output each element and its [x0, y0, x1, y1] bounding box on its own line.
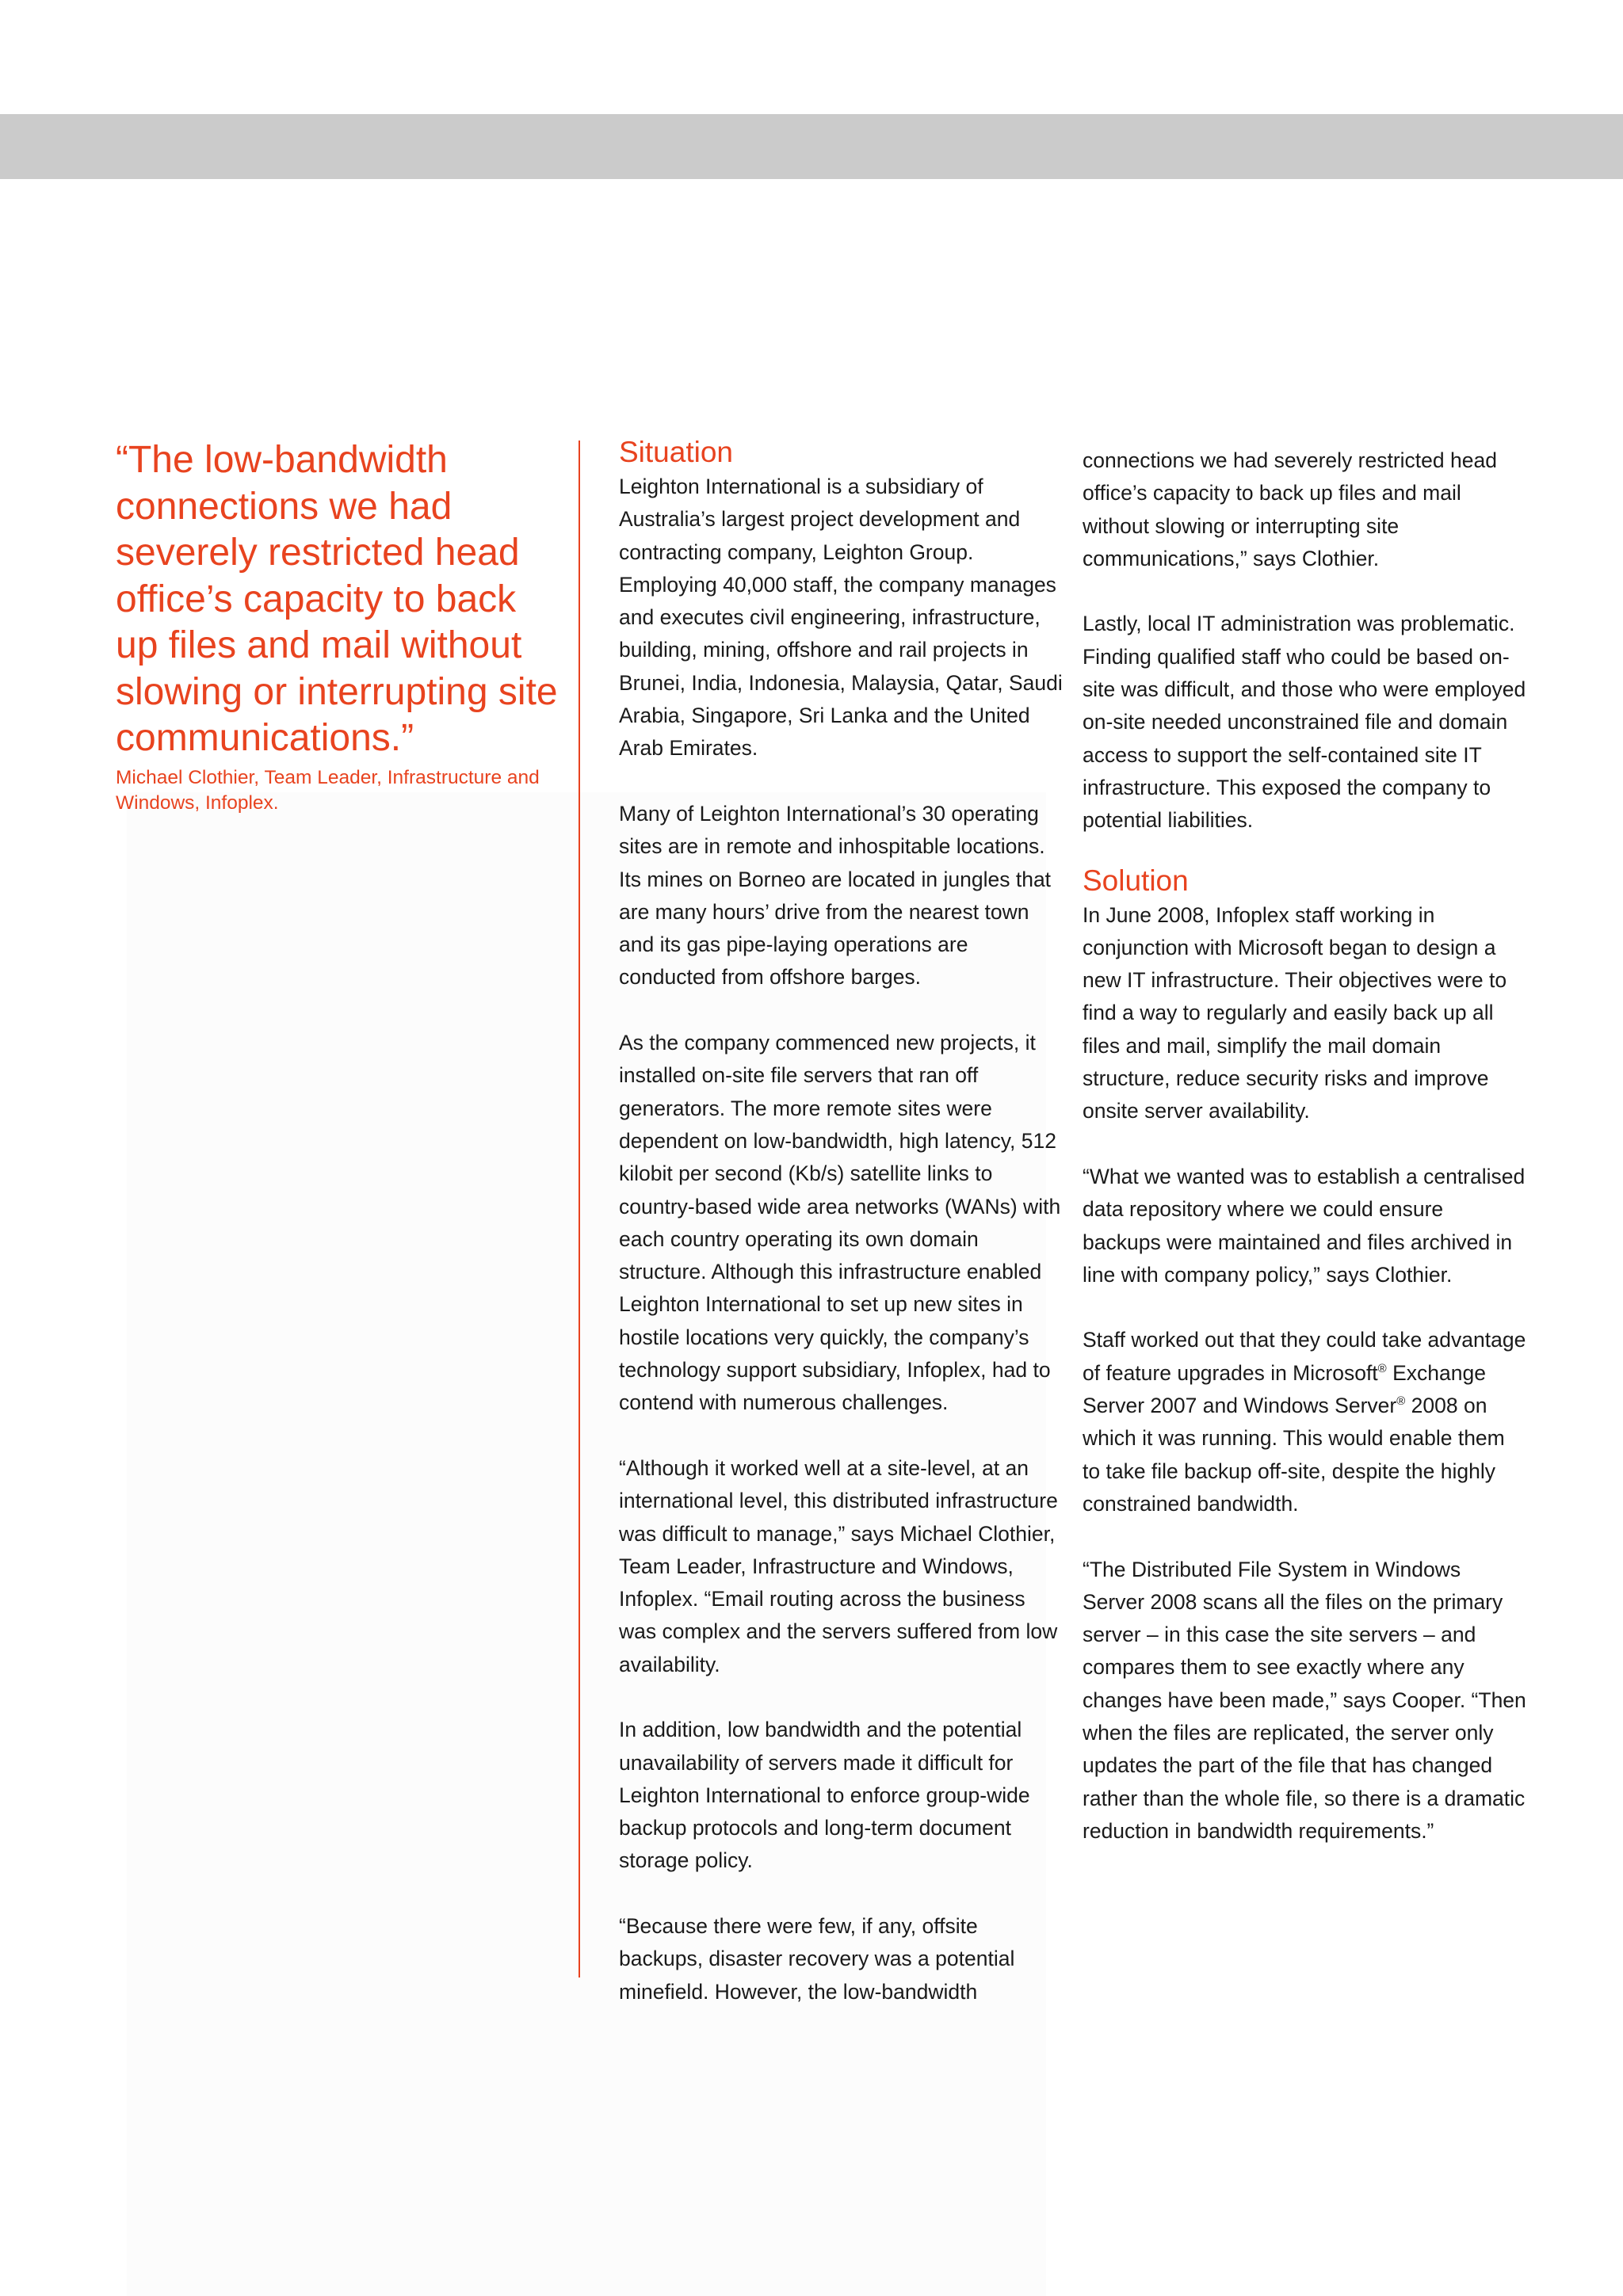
text-span: Staff worked out that they could take advantage of feature upgrades in Microsoft: [1083, 1328, 1526, 1385]
body-paragraph: “The Distributed File System in Windows Server 2008 scans all the files on the primary server – in this case the site servers – and compares them to see exactly where any changes have been made,” says Cooper. “Then when the files are replicated, the server only updates the part of the file that has changed rather than the whole file, so there is a dramatic reduction in bandwidth requirements.”: [1083, 1557, 1526, 1843]
text-span: Exchange Server 2007 and Windows Server: [1083, 1360, 1486, 1418]
body-paragraph: In addition, low bandwidth and the potential unavailability of servers made it difficult for Leighton International to enforce group-wide backup protocols and long-term document storage policy.: [619, 1718, 1030, 1873]
body-paragraph: Leighton International is a subsidiary of Australia’s largest project development and contracting company, Leighton Group. Employing 40,000 staff, the company manages and executes civil engineering, infrastructure, building, mining, offshore and rail projects in Brunei, India, Indonesia, Malaysia, Qatar, Saudi Arabia, Singapore, Sri Lanka and the United Arab Emirates.: [619, 475, 1063, 761]
body-paragraph: Many of Leighton International’s 30 operating sites are in remote and inhospitable locations. Its mines on Borneo are located in jungles that are many hours’ drive from the nearest town and its gas pipe-laying operations are conducted from offshore barges.: [619, 801, 1052, 990]
body-paragraph: [1083, 1324, 1526, 1520]
solution-heading: Solution: [1083, 864, 1189, 897]
text-span: 2008 on which it was running. This would enable them to take file backup off-site, despite the highly constrained bandwidth.: [1083, 1394, 1505, 1516]
body-paragraph: “What we wanted was to establish a centralised data repository where we could ensure backups were maintained and files archived in line with company policy,” says Clothier.: [1083, 1164, 1526, 1287]
column-left: [619, 434, 1063, 2008]
column-divider: [579, 441, 580, 1978]
header-band: [0, 114, 1623, 179]
body-paragraph: “Because there were few, if any, offsite backups, disaster recovery was a potential minefield. However, the low-bandwidth: [619, 1914, 1015, 2004]
body-paragraph: Lastly, local IT administration was problematic. Finding qualified staff who could be based on-site was difficult, and those who were employed on-site needed unconstrained file and domain access to support the self-contained site IT infrastructure. This exposed the company to potential liabilities.: [1083, 612, 1526, 833]
body-paragraph: As the company commenced new projects, it installed on-site file servers that ran off generators. The more remote sites were dependent on low-bandwidth, high latency, 512 kilobit per second (Kb/s) satellite links to country-based wide area networks (WANs) with each country operating its own domain structure. Although this infrastructure enabled Leighton International to set up new sites in hostile locations very quickly, the company’s technology support subsidiary, Infoplex, had to contend with numerous challenges.: [619, 1031, 1061, 1415]
pull-quote: “The low-bandwidth connections we had severely restricted head office’s capacity to back up files and mail without slowing or interrupting site communications.”: [116, 439, 558, 759]
column-right: [1083, 444, 1526, 1848]
registered-mark: ®: [1377, 1361, 1387, 1375]
situation-heading: Situation: [619, 436, 733, 468]
registered-mark: ®: [1396, 1394, 1406, 1409]
body-paragraph: connections we had severely restricted head office’s capacity to back up files and mail without slowing or interrupting site communications,” says Clothier.: [1083, 448, 1497, 570]
pull-quote-attribution: Michael Clothier, Team Leader, Infrastructure and Windows, Infoplex.: [116, 767, 540, 814]
body-paragraph: In June 2008, Infoplex staff working in conjunction with Microsoft began to design a new IT infrastructure. Their objectives were to find a way to regularly and easily back up all files and mail, simplify the mail domain structure, reduce security risks and improve onsite server availability.: [1083, 902, 1507, 1123]
body-paragraph: “Although it worked well at a site-level, at an international level, this distributed infrastructure was difficult to manage,” says Michael Clothier, Team Leader, Infrastructure and Windows, Infoplex. “Email routing across the business was complex and the servers suffered from low availability.: [619, 1455, 1058, 1676]
